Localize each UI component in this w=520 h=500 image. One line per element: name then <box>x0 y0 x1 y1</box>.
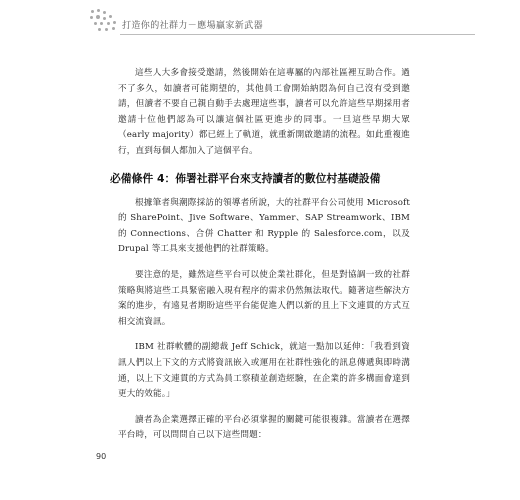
body-text <box>110 66 410 454</box>
paragraph: 讀者為企業選擇正確的平台必須掌握的關鍵可能很複雜。當讀者在選擇平台時，可以問問自己以下這些問題： <box>118 414 410 441</box>
paragraph: 這些人大多會接受邀請，然後開始在這專屬的內部社區裡互助合作。過不了多久，如讀者可能期望的，其他員工會開始納悶為何自己沒有受到邀請，但讀者不要自己親自動手去處理這些事，讀者可以允許這些早期採用者邀請十位他們認為可以讓這個社區更進步的同事。一旦這些早期大眾（early majority）都已經上了軌道，就重新開啟邀請的流程。如此重複進行，直到每個人都加入了這個平台。 <box>118 68 410 156</box>
running-header <box>88 8 468 48</box>
header-title: 打造你的社群力－應場贏家新武器 <box>122 21 264 31</box>
paragraph: 根據筆者與潮際採訪的領導者所說，大的社群平台公司使用 Microsoft 的 SharePoint、Jive Software、Yammer、SAP Streamwork、IBM 的 Connections、合併 Chatter 和 Rypple 的 Salesforce.com，以及 Drupal 等工具來支援他們的社群策略。 <box>118 197 410 255</box>
page-number: 90 <box>96 452 107 461</box>
paragraph: 要注意的是，雖然這些平台可以使企業社群化，但是對協調一致的社群策略與將這些工具緊密融入現有程序的需求仍然無法取代。隨著這些解決方案的進步，有遠見者期盼這些平台能促進人們以新的且上下文連貫的方式互相交流資訊。 <box>118 269 410 327</box>
header-divider <box>120 34 475 35</box>
section-heading: 必備條件 4：佈署社群平台來支持讀者的數位村基礎設備 <box>110 171 381 185</box>
dot-ornament-icon <box>88 8 122 34</box>
paragraph: IBM 社群軟體的副總裁 Jeff Schick，就這一點加以延伸：「我看到資訊人們以上下文的方式將資訊嵌入或運用在社群性強化的訊息傳遞與即時溝通，以上下文連貫的方式為員工察積並創造經驗，在企業的許多構面會達到更大的效能。」 <box>118 342 410 400</box>
